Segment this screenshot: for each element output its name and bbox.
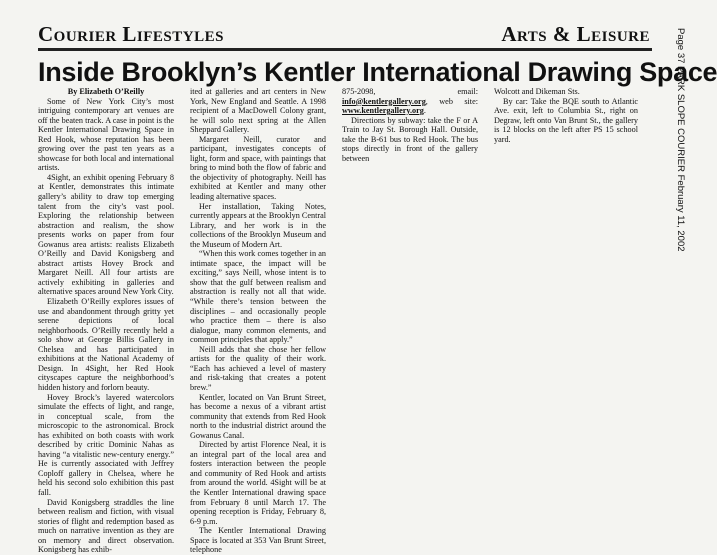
paragraph: By car: Take the BQE south to Atlantic Ave. exit, left to Columbia St., right on Degraw, left onto Van Brunt St., the gallery is 12 blocks on the left after PS 15 school yard.	[494, 96, 638, 144]
article-headline: Inside Brooklyn’s Kentler International Drawing Space	[38, 57, 717, 87]
article-column-1	[38, 87, 174, 555]
paragraph: 4Sight, an exhibit opening February 8 at Kentler, demonstrates this intimate gallery’s ability to draw top emerging talent from the city’s vast pool. Exploring the relationship between abstraction and realism, the show presents works on paper from four Gowanus area artists: realists Elizabeth O’Reilly and David Konigsberg and abstract artists Hovey Brock and Margaret Neill. All four artists are actively exhibiting in galleries and alternative spaces around New York City.	[38, 172, 174, 297]
paragraph: Directions by subway: take the F or A Train to Jay St. Borough Hall. Outside, take the B-61 bus to Red Hook. The bus stops directly in front of the gallery between	[342, 115, 478, 163]
section-header-arts-leisure: Arts & Leisure	[501, 22, 650, 46]
article-column-3	[342, 87, 478, 167]
paragraph: ited at galleries and art centers in New York, New England and Seattle. A 1998 recipient of a MacDowell Colony grant, he will solo next spring at the Allen Sheppard Gallery.	[190, 87, 326, 135]
paragraph: Wolcott and Dikeman Sts.	[494, 87, 580, 96]
paragraph: Directed by artist Florence Neal, it is an integral part of the local area and fosters interaction between the people and community of Red Hook and artists from around the world. 4Sight will be at the Kentler International drawing space from February 8 until March 17. The opening reception is Friday, February 8, 6-9 p.m.	[190, 440, 326, 526]
paragraph: David Konigsberg straddles the line between realism and fiction, with visual stories of flight and redemption based as much on narrative invention as they are on memory and direct observation. Konigsberg has exhib-	[38, 497, 174, 555]
period: .	[423, 106, 426, 116]
article-column-2	[190, 87, 326, 555]
paragraph: Her installation, Taking Notes, currently appears at the Brooklyn Central Library, and her work is in the collections of the Brooklyn Museum and the Museum of Modern Art.	[190, 201, 326, 249]
byline: By Elizabeth O’Reilly	[67, 87, 145, 96]
header-rule	[38, 48, 652, 51]
web-label: , web site:	[425, 96, 478, 106]
contact-paragraph	[342, 87, 478, 116]
paragraph: Some of New York City’s most intriguing contemporary art venues are off the beaten track. A case in point is the Kentler International Drawing Space in Red Hook, whose reputation has been growing over the past ten years as a showcase for both local and international artists.	[38, 96, 174, 173]
section-header-courier-lifestyles: Courier Lifestyles	[38, 22, 224, 46]
email-link[interactable]: info@kentlergallery.org	[342, 96, 426, 106]
paragraph: “When this work comes together in an intimate space, the impact will be exciting,” says Neill, whose intent is to show that the gulf between realism and abstraction is really not all that wide. “While there’s tension between the disciplines – and occasionally people who practice them – there is also dialogue, many common elements, and common principles that apply.”	[190, 249, 326, 345]
paragraph: Hovey Brock’s layered watercolors simulate the effects of light, and range, in conceptual scale, from the microscopic to the astronomical. Brock has exhibited on both coasts with work described by critic Dominic Nahas as having “a vitalistic new-century energy.” He is currently associated with Jeffrey Coploff gallery in Chelsea, where he held his second solo exhibition this past fall.	[38, 392, 174, 497]
paragraph: Margaret Neill, curator and participant, investigates concepts of light, form and space, with paintings that bring to mind both the flow of fabric and the objectivity of photography. Neill has exhibited at Kentler and many other leading alternative spaces.	[190, 134, 326, 202]
phone-text: 875-2098, email:	[342, 87, 478, 96]
paragraph: Kentler, located on Van Brunt Street, has become a nexus of a vibrant artist community that extends from Red Hook north to the industrial district around the Gowanus Canal.	[190, 392, 326, 440]
website-link[interactable]: www.kentlergallery.org	[342, 106, 424, 116]
article-column-4	[494, 87, 638, 167]
side-caption-text: Page 37 PARK SLOPE COURIER February 11, 2002	[675, 28, 686, 252]
paragraph: The Kentler International Drawing Space is located at 353 Van Brunt Street, telephone	[190, 526, 326, 555]
paragraph: Neill adds that she chose her fellow artists for the quality of their work. “Each has achieved a level of mastery and risk-taking that creates a potent brew.”	[190, 344, 326, 392]
paragraph: Elizabeth O’Reilly explores issues of use and abandonment through gritty yet serene depictions of local neighborhoods. O’Reilly recently held a solo show at George Billis Gallery in Chelsea and has participated in exhibitions at the National Academy of Design. In 4Sight, her Red Hook cityscapes capture the neighborhood’s hidden history and forlorn beauty.	[38, 297, 174, 392]
page-side-caption	[672, 28, 692, 448]
